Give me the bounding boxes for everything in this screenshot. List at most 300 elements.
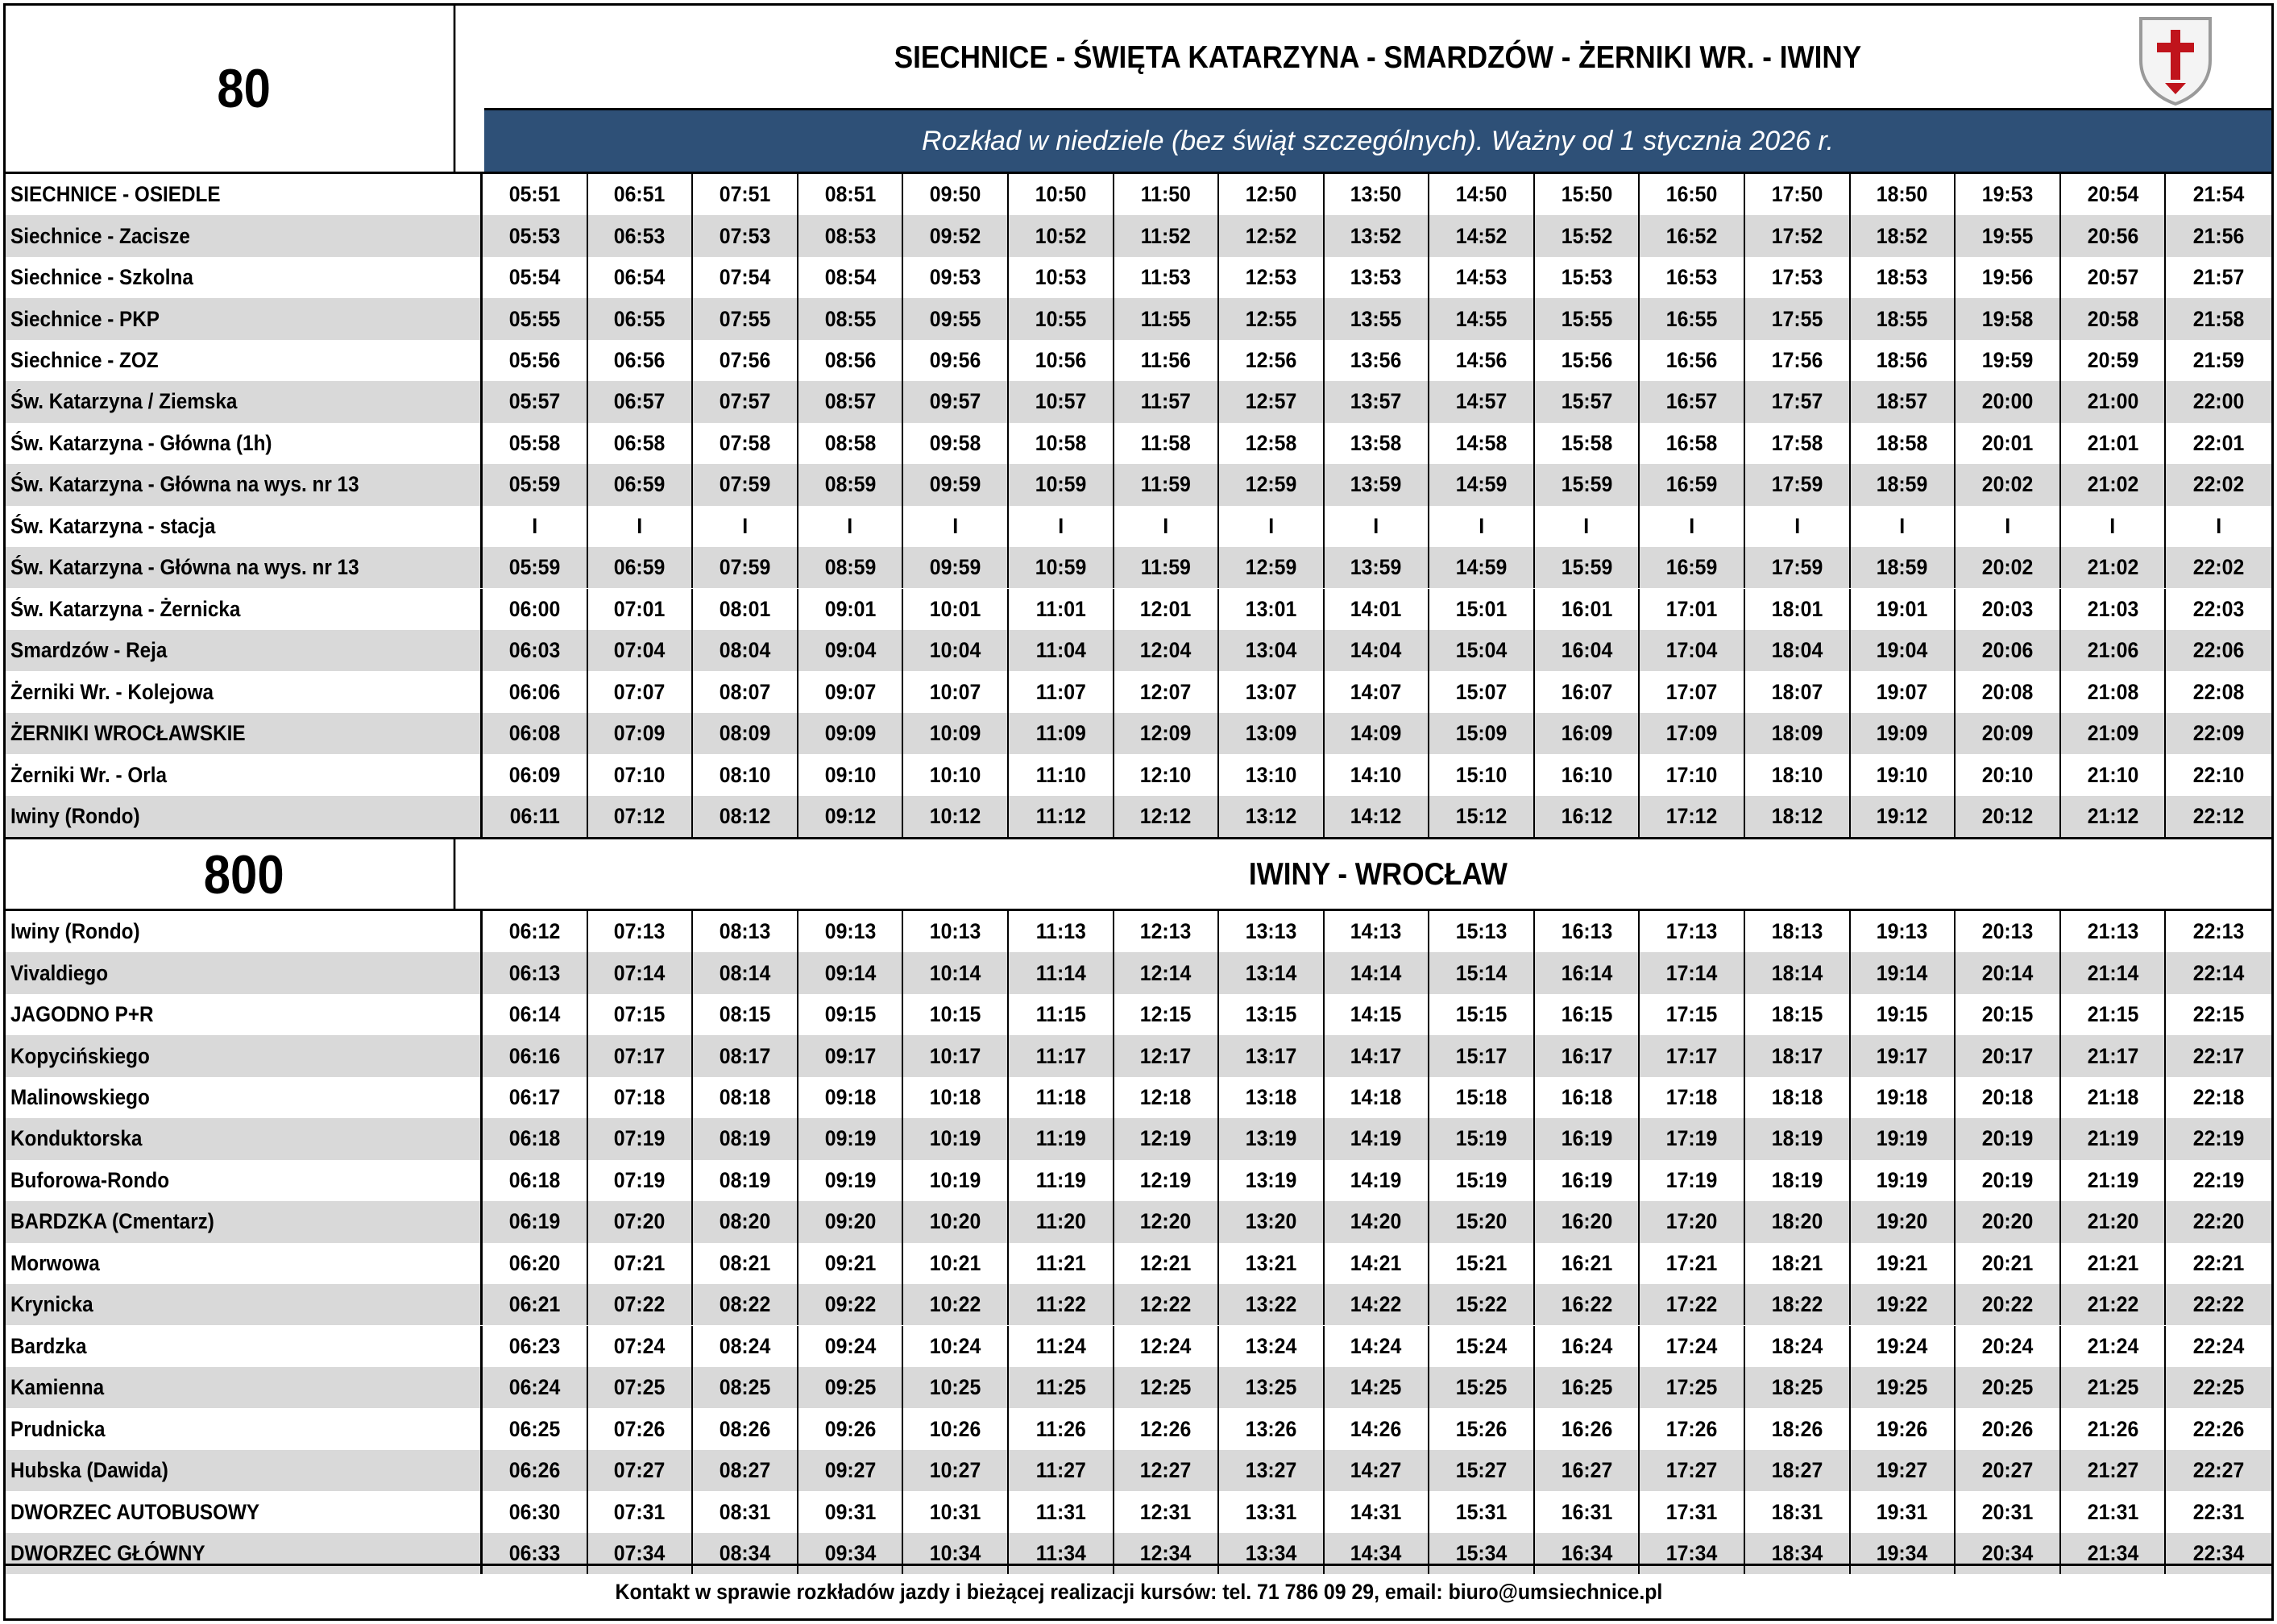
departure-time-text: 11:58 — [1140, 430, 1191, 455]
departure-time — [1640, 754, 1745, 795]
departure-time-text: 07:26 — [614, 1416, 666, 1441]
departure-time — [1429, 506, 1535, 547]
table-row — [6, 215, 2271, 256]
stop-name-text: Prudnicka — [10, 1416, 106, 1441]
stop-name-text: Malinowskiego — [10, 1085, 150, 1110]
departure-time — [1851, 298, 1956, 339]
departure-time — [483, 1035, 588, 1076]
departure-time-text: 11:27 — [1035, 1458, 1086, 1483]
table-row — [6, 1284, 2271, 1325]
departure-time-text: 13:20 — [1245, 1209, 1297, 1234]
departure-time — [1851, 671, 1956, 712]
departure-time — [693, 1160, 798, 1201]
departure-time-text: 21:24 — [2087, 1333, 2138, 1358]
departure-time-text: 09:20 — [824, 1209, 876, 1234]
departure-time-text: 12:14 — [1140, 960, 1192, 985]
departure-time-text: 09:25 — [824, 1375, 876, 1400]
departure-time-text: 10:24 — [929, 1333, 981, 1358]
departure-time-text: 12:24 — [1140, 1333, 1192, 1358]
departure-time-text: 07:15 — [614, 1002, 666, 1027]
departure-time — [588, 1243, 694, 1284]
departure-time-text: 06:51 — [614, 182, 666, 207]
departure-time-text: 22:20 — [2192, 1209, 2245, 1234]
departure-time-text: 15:09 — [1455, 721, 1508, 746]
departure-time-text: 19:26 — [1877, 1416, 1928, 1441]
departure-time-text: 20:19 — [1981, 1167, 2034, 1192]
departure-time — [483, 1284, 588, 1325]
stop-name-text: Kopycińskiego — [10, 1043, 150, 1068]
departure-time-text: 22:21 — [2192, 1250, 2245, 1275]
departure-time — [588, 298, 694, 339]
departure-time-text: 14:22 — [1350, 1292, 1402, 1317]
departure-time-text: 17:27 — [1665, 1458, 1718, 1483]
departure-time-text: 10:17 — [929, 1043, 981, 1068]
departure-time-text: 11:09 — [1035, 721, 1086, 746]
departure-time — [1429, 911, 1535, 952]
departure-time — [1325, 215, 1430, 256]
departure-time-text: 08:12 — [719, 803, 771, 828]
departure-time-text: 09:14 — [824, 960, 876, 985]
departure-time-text: 08:19 — [719, 1126, 771, 1151]
stop-name-text: Morwowa — [10, 1250, 100, 1275]
stop-name-text: BARDZKA (Cmentarz) — [10, 1209, 214, 1234]
departure-time — [1429, 215, 1535, 256]
departure-time — [1114, 257, 1220, 298]
departure-time-text: 10:14 — [929, 960, 981, 985]
departure-time — [1640, 952, 1745, 993]
departure-time-text: 19:01 — [1877, 596, 1928, 621]
departure-time-text: 08:59 — [824, 472, 876, 497]
departure-time-text: 11:20 — [1035, 1209, 1086, 1234]
departure-time-text: 21:58 — [2192, 306, 2245, 331]
departure-time — [1956, 1160, 2061, 1201]
departure-time-text: 09:31 — [824, 1499, 876, 1524]
departure-time-text: 06:53 — [614, 223, 666, 248]
departure-time — [903, 1035, 1009, 1076]
departure-time-text: 18:53 — [1877, 265, 1928, 290]
table-row — [6, 754, 2271, 795]
departure-time — [1745, 257, 1851, 298]
departure-time — [1535, 671, 1640, 712]
departure-time — [2166, 1367, 2271, 1408]
departure-time — [588, 506, 694, 547]
departure-time-text: 16:17 — [1561, 1043, 1612, 1068]
departure-time-text: 16:19 — [1561, 1167, 1612, 1192]
departure-time-text: 22:13 — [2192, 919, 2245, 944]
departure-time-text: 22:17 — [2192, 1043, 2245, 1068]
departure-time-text: 07:54 — [719, 265, 771, 290]
departure-time-text: 07:53 — [719, 223, 771, 248]
departure-time — [2061, 298, 2167, 339]
departure-time-text: 11:52 — [1140, 223, 1191, 248]
departure-time-text: 05:59 — [508, 555, 561, 580]
departure-time-text: 09:58 — [929, 430, 981, 455]
departure-time — [903, 994, 1009, 1035]
departure-time-text: 21:06 — [2087, 638, 2138, 663]
departure-time — [483, 464, 588, 505]
departure-time-text: 18:19 — [1771, 1167, 1823, 1192]
departure-time — [1956, 381, 2061, 422]
departure-time-text: 12:13 — [1140, 919, 1192, 944]
departure-time-text: 10:56 — [1035, 348, 1087, 373]
departure-time — [1640, 340, 1745, 381]
departure-time — [1851, 1284, 1956, 1325]
stop-name-text: DWORZEC GŁÓWNY — [10, 1540, 205, 1565]
departure-time — [1325, 1035, 1430, 1076]
departure-time-text: 08:10 — [719, 762, 771, 787]
departure-time — [1956, 1326, 2061, 1367]
departure-time-text: 20:54 — [2087, 182, 2138, 207]
departure-time — [1640, 215, 1745, 256]
departure-time — [1640, 1408, 1745, 1449]
departure-time-text: 06:59 — [614, 555, 666, 580]
departure-time — [1009, 1243, 1114, 1284]
departure-time-text: 09:27 — [824, 1458, 876, 1483]
departure-time-text: 21:57 — [2192, 265, 2245, 290]
departure-time — [693, 506, 798, 547]
stop-name-text: Kamienna — [10, 1375, 105, 1400]
departure-time-text: 08:15 — [719, 1002, 771, 1027]
departure-time — [588, 671, 694, 712]
departure-time — [1535, 506, 1640, 547]
stop-name — [6, 1367, 483, 1408]
departure-time-text: 19:22 — [1877, 1292, 1928, 1317]
departure-time — [588, 1077, 694, 1118]
departure-time-text: I — [1689, 513, 1695, 538]
departure-time — [1640, 506, 1745, 547]
route-number-80: 80 — [35, 6, 456, 172]
departure-time-text: 10:19 — [929, 1167, 981, 1192]
departure-time-text: 17:59 — [1771, 472, 1823, 497]
departure-time — [483, 911, 588, 952]
departure-time — [483, 174, 588, 215]
departure-time — [1535, 174, 1640, 215]
table-row — [6, 1035, 2271, 1076]
departure-time — [1325, 952, 1430, 993]
departure-time — [693, 1118, 798, 1159]
departure-time-text: 18:59 — [1877, 472, 1928, 497]
departure-time — [903, 713, 1009, 754]
departure-time-text: 11:04 — [1035, 638, 1086, 663]
departure-time — [1851, 1450, 1956, 1491]
departure-time — [903, 1326, 1009, 1367]
departure-time — [2166, 298, 2271, 339]
stop-name — [6, 340, 483, 381]
departure-time-text: 18:31 — [1771, 1499, 1823, 1524]
departure-time-text: 13:53 — [1350, 265, 1402, 290]
departure-time-text: 08:27 — [719, 1458, 771, 1483]
departure-time — [588, 1408, 694, 1449]
departure-time-text: 15:07 — [1455, 679, 1508, 704]
departure-time — [1325, 506, 1430, 547]
departure-time-text: 06:54 — [614, 265, 666, 290]
departure-time — [1535, 1077, 1640, 1118]
departure-time — [588, 1201, 694, 1242]
departure-time-text: 15:13 — [1455, 919, 1508, 944]
departure-time — [1640, 1077, 1745, 1118]
departure-time — [1851, 215, 1956, 256]
departure-time — [1535, 911, 1640, 952]
stop-name — [6, 994, 483, 1035]
departure-time — [1009, 1284, 1114, 1325]
departure-time-text: 14:10 — [1350, 762, 1402, 787]
departure-time-text: 22:25 — [2192, 1375, 2245, 1400]
departure-time — [1535, 630, 1640, 671]
table-row — [6, 1491, 2271, 1532]
stop-name — [6, 1326, 483, 1367]
departure-time-text: 11:19 — [1035, 1167, 1086, 1192]
departure-time — [1114, 994, 1220, 1035]
departure-time-text: 21:54 — [2192, 182, 2245, 207]
departure-time — [483, 1326, 588, 1367]
departure-time-text: 16:26 — [1561, 1416, 1612, 1441]
departure-time-text: 10:10 — [929, 762, 981, 787]
departure-time-text: 07:22 — [614, 1292, 666, 1317]
departure-time — [1429, 1077, 1535, 1118]
departure-time-text: 08:51 — [824, 182, 876, 207]
departure-time-text: 20:26 — [1981, 1416, 2034, 1441]
departure-time-text: 07:17 — [614, 1043, 666, 1068]
departure-time-text: 22:01 — [2192, 430, 2245, 455]
departure-time-text: 06:08 — [508, 721, 561, 746]
departure-time-text: 07:10 — [614, 762, 666, 787]
departure-time — [1325, 1284, 1430, 1325]
departure-time — [1219, 1408, 1325, 1449]
departure-time — [1851, 796, 1956, 837]
departure-time-text: 11:12 — [1035, 803, 1086, 828]
stop-name — [6, 1160, 483, 1201]
departure-time — [1009, 754, 1114, 795]
departure-time-text: 15:53 — [1561, 265, 1612, 290]
departure-time-text: 06:00 — [508, 596, 561, 621]
departure-time-text: 19:07 — [1877, 679, 1928, 704]
departure-time-text: 06:13 — [508, 960, 561, 985]
departure-time-text: 19:53 — [1981, 182, 2034, 207]
departure-time-text: 16:01 — [1561, 596, 1612, 621]
departure-time — [483, 547, 588, 588]
departure-time-text: 19:13 — [1877, 919, 1928, 944]
departure-time-text: 13:31 — [1245, 1499, 1297, 1524]
departure-time-text: 13:58 — [1350, 430, 1402, 455]
departure-time-text: 13:27 — [1245, 1458, 1297, 1483]
departure-time-text: 12:09 — [1140, 721, 1192, 746]
departure-time — [2166, 1450, 2271, 1491]
departure-time — [1851, 506, 1956, 547]
departure-time-text: 08:34 — [719, 1540, 771, 1565]
departure-time — [1219, 464, 1325, 505]
departure-time-text: 17:53 — [1771, 265, 1823, 290]
departure-time-text: 15:21 — [1455, 1250, 1508, 1275]
departure-time — [1851, 1118, 1956, 1159]
departure-time — [798, 1243, 904, 1284]
departure-time-text: 09:34 — [824, 1540, 876, 1565]
departure-time-text: 12:25 — [1140, 1375, 1192, 1400]
departure-time — [2061, 952, 2167, 993]
departure-time-text: 18:09 — [1771, 721, 1823, 746]
departure-time — [1535, 1118, 1640, 1159]
departure-time-text: 09:10 — [824, 762, 876, 787]
departure-time — [1009, 464, 1114, 505]
departure-time — [1851, 464, 1956, 505]
departure-time-text: 17:13 — [1665, 919, 1718, 944]
departure-time-text: 12:17 — [1140, 1043, 1192, 1068]
departure-time-text: 07:20 — [614, 1209, 666, 1234]
stop-name — [6, 1035, 483, 1076]
departure-time — [1640, 381, 1745, 422]
departure-time-text: 17:01 — [1665, 596, 1718, 621]
departure-time — [1640, 630, 1745, 671]
table-row — [6, 340, 2271, 381]
departure-time-text: 09:13 — [824, 919, 876, 944]
departure-time-text: 11:19 — [1035, 1126, 1086, 1151]
departure-time — [1535, 1035, 1640, 1076]
departure-time-text: 10:52 — [1035, 223, 1087, 248]
departure-time-text: 14:58 — [1455, 430, 1508, 455]
departure-time-text: 13:10 — [1245, 762, 1297, 787]
departure-time-text: 14:09 — [1350, 721, 1402, 746]
departure-time — [798, 381, 904, 422]
departure-time-text: 18:20 — [1771, 1209, 1823, 1234]
departure-time-text: 14:52 — [1455, 223, 1508, 248]
departure-time — [1745, 994, 1851, 1035]
departure-time-text: 16:22 — [1561, 1292, 1612, 1317]
contact-footer-text: Kontakt w sprawie rozkładów jazdy i bieżącej realizacji kursów: tel. 71 786 09 29, email: biuro@umsiechnice.pl — [615, 1580, 1662, 1604]
departure-time-text: 08:59 — [824, 555, 876, 580]
departure-time — [1325, 1326, 1430, 1367]
departure-time-text: 12:31 — [1140, 1499, 1192, 1524]
departure-time-text: 15:01 — [1455, 596, 1508, 621]
departure-time — [1851, 994, 1956, 1035]
departure-time — [1009, 547, 1114, 588]
departure-time-text: 14:25 — [1350, 1375, 1402, 1400]
departure-time — [2166, 994, 2271, 1035]
departure-time — [1851, 911, 1956, 952]
departure-time — [2166, 754, 2271, 795]
stop-name — [6, 1118, 483, 1159]
departure-time-text: 10:12 — [929, 803, 981, 828]
departure-time-text: 20:31 — [1981, 1499, 2034, 1524]
departure-time — [2166, 340, 2271, 381]
departure-time — [1114, 1367, 1220, 1408]
departure-time — [588, 796, 694, 837]
departure-time-text: 15:22 — [1455, 1292, 1508, 1317]
stop-name-text: Siechnice - ZOZ — [10, 348, 159, 373]
departure-time-text: 09:24 — [824, 1333, 876, 1358]
departure-time — [2061, 1450, 2167, 1491]
departure-time-text: 14:31 — [1350, 1499, 1402, 1524]
departure-time — [483, 630, 588, 671]
departure-time — [693, 754, 798, 795]
departure-time-text: 19:25 — [1877, 1375, 1928, 1400]
departure-time — [1745, 911, 1851, 952]
departure-time-text: 18:18 — [1771, 1085, 1823, 1110]
departure-time — [483, 754, 588, 795]
departure-time-text: 15:59 — [1561, 472, 1612, 497]
departure-time-text: 13:19 — [1245, 1126, 1297, 1151]
departure-time — [798, 1284, 904, 1325]
departure-time — [1325, 630, 1430, 671]
departure-time-text: 20:03 — [1981, 596, 2034, 621]
departure-time — [1535, 1243, 1640, 1284]
departure-time-text: 22:15 — [2192, 1002, 2245, 1027]
departure-time-text: 17:21 — [1665, 1250, 1718, 1275]
departure-time — [693, 1326, 798, 1367]
departure-time-text: 10:01 — [929, 596, 981, 621]
departure-time — [693, 1408, 798, 1449]
departure-time-text: 20:18 — [1981, 1085, 2034, 1110]
departure-time-text: 22:27 — [2192, 1458, 2245, 1483]
departure-time-text: 19:31 — [1877, 1499, 1928, 1524]
stop-name — [6, 1491, 483, 1532]
departure-time-text: 17:18 — [1665, 1085, 1718, 1110]
departure-time-text: 18:21 — [1771, 1250, 1823, 1275]
stop-name-text: Iwiny (Rondo) — [10, 803, 140, 828]
departure-time — [1956, 174, 2061, 215]
departure-time-text: 18:17 — [1771, 1043, 1823, 1068]
table-row — [6, 174, 2271, 215]
departure-time-text: 14:12 — [1350, 803, 1402, 828]
departure-time — [1956, 713, 2061, 754]
departure-time — [1429, 1201, 1535, 1242]
departure-time — [1535, 713, 1640, 754]
departure-time — [1535, 589, 1640, 630]
departure-time-text: 10:57 — [1035, 389, 1087, 414]
departure-time-text: 10:18 — [929, 1085, 981, 1110]
departure-time-text: 11:56 — [1140, 348, 1191, 373]
departure-time-text: 10:31 — [929, 1499, 981, 1524]
departure-time-text: 13:22 — [1245, 1292, 1297, 1317]
departure-time-text: 14:18 — [1350, 1085, 1402, 1110]
departure-time — [588, 754, 694, 795]
departure-time-text: 21:34 — [2087, 1540, 2138, 1565]
stop-name — [6, 796, 483, 837]
departure-time — [2166, 1077, 2271, 1118]
departure-time — [1114, 215, 1220, 256]
departure-time — [1956, 464, 2061, 505]
departure-time-text: I — [2109, 513, 2116, 538]
departure-time — [798, 1491, 904, 1532]
departure-time-text: 20:58 — [2087, 306, 2138, 331]
departure-time — [2166, 423, 2271, 464]
departure-time — [1325, 671, 1430, 712]
departure-time-text: 15:52 — [1561, 223, 1612, 248]
departure-time-text: 05:53 — [508, 223, 561, 248]
departure-time — [798, 1367, 904, 1408]
departure-time — [798, 796, 904, 837]
departure-time-text: 16:53 — [1665, 265, 1718, 290]
departure-time-text: 21:10 — [2087, 762, 2138, 787]
departure-time — [1956, 423, 2061, 464]
departure-time-text: 13:13 — [1245, 919, 1297, 944]
departure-time — [483, 1367, 588, 1408]
departure-time — [2061, 1408, 2167, 1449]
departure-time — [798, 1035, 904, 1076]
table-row — [6, 381, 2271, 422]
departure-time-text: 15:12 — [1455, 803, 1508, 828]
departure-time-text: 12:18 — [1140, 1085, 1192, 1110]
departure-time — [1640, 1367, 1745, 1408]
departure-time-text: 07:21 — [614, 1250, 666, 1275]
departure-time-text: 13:14 — [1245, 960, 1297, 985]
departure-time-text: 20:08 — [1981, 679, 2034, 704]
departure-time-text: 22:34 — [2192, 1540, 2245, 1565]
departure-time-text: 19:34 — [1877, 1540, 1928, 1565]
departure-time-text: 22:03 — [2192, 596, 2245, 621]
stop-name-text: Krynicka — [10, 1292, 93, 1317]
departure-time-text: 12:34 — [1140, 1540, 1192, 1565]
stop-name — [6, 911, 483, 952]
departure-time — [798, 911, 904, 952]
